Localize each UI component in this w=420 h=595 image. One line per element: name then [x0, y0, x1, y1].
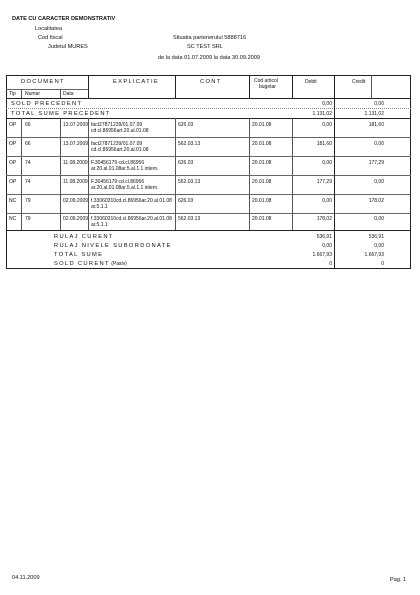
header-explicatie: EXPLICATIE: [113, 79, 160, 85]
row-cod: 20.01.08: [252, 179, 272, 185]
row-data: 11.08.2009: [63, 179, 88, 185]
row-rule-5: [6, 213, 411, 214]
sold-precedent-rule: [6, 108, 411, 109]
header-data: Data: [63, 91, 74, 97]
row-explicatie-line2: ar.5.1.1: [91, 204, 108, 210]
row-explicatie-line2: ar.20.al.01.08ar.5.al.1.1 intern.: [91, 166, 159, 172]
sold-precedent-label: SOLD PRECEDENT: [11, 101, 83, 107]
col-rule-numar-sub: [60, 89, 61, 98]
row-debit: 178,02: [316, 216, 332, 222]
sold-curent-debit: 0: [329, 261, 332, 267]
row-credit: 178,02: [368, 198, 384, 204]
row-data: 11.08.2009: [63, 160, 88, 166]
col-rule-cod: [249, 118, 250, 230]
rulaj-curent-label: RULAJ CURENT: [54, 234, 114, 240]
row-explicatie-line1: fact27871239/01.07.09: [91, 141, 143, 147]
total-sume-precedent-credit: 1.131,02: [364, 111, 384, 117]
total-precedent-rule: [6, 118, 411, 119]
row-numar: 66: [25, 122, 31, 128]
col-rule-credit-head: [371, 75, 372, 98]
row-numar: 74: [25, 160, 31, 166]
row-debit: 181,60: [316, 141, 332, 147]
row-cont: 626.03: [178, 198, 194, 204]
header-numar: Numar: [25, 91, 41, 97]
header-bottom-rule: [6, 98, 411, 99]
row-debit: 0,00: [322, 122, 332, 128]
report-title: Situatia partenerului 5888716: [173, 35, 247, 41]
row-credit: 0,00: [374, 179, 384, 185]
report-period: de la data 01.07.2009 la data 30.09.2009: [158, 55, 261, 61]
row-explicatie-line2: ar.20.al.01.08ar.5.al.1.1 intern.: [91, 185, 159, 191]
row-tip: NC: [9, 216, 17, 222]
sold-curent: [54, 261, 127, 267]
row-cod: 20.01.08: [252, 122, 272, 128]
total-sume-label: TOTAL SUME: [54, 252, 104, 258]
sold-curent-credit: 0: [381, 261, 384, 267]
rulaj-nivele-credit: 0,00: [374, 243, 384, 249]
row-rule-1: [6, 137, 411, 138]
row-cont: 562.03.13: [178, 179, 201, 185]
col-rule-cod-head: [249, 75, 250, 98]
row-tip: OP: [9, 122, 17, 128]
col-rule-explicatie: [88, 118, 89, 230]
col-rule-cont-head: [175, 75, 176, 98]
row-numar: 79: [25, 198, 31, 204]
sold-precedent-credit: 0,00: [374, 101, 384, 107]
page-number: Pag. 1: [390, 577, 407, 583]
row-tip: OP: [9, 160, 17, 166]
row-debit: 0,00: [322, 160, 332, 166]
row-credit: 181,60: [368, 122, 384, 128]
row-explicatie-line2: cd.cl.86956art.20.al.01.08: [91, 147, 149, 153]
header-tip: Tip: [9, 91, 16, 97]
company-name: SC TEST SRL: [187, 44, 223, 50]
total-sume-credit: 1.667,93: [364, 252, 384, 258]
col-rule-numar: [60, 118, 61, 230]
row-numar: 79: [25, 216, 31, 222]
sold-precedent-debit: 0,00: [322, 101, 332, 107]
sold-curent-suffix: (Pasiv): [111, 261, 127, 267]
rulaj-curent-debit: 536,91: [316, 234, 332, 240]
col-rule-cont: [175, 118, 176, 230]
header-cod-articol: Cod articol: [254, 78, 278, 84]
row-explicatie-line1: f.33060310cd.cl.86956ar.20.al.01.08: [91, 216, 172, 222]
row-explicatie-line2: cd.cl.86956art.20.al.01.08: [91, 128, 149, 134]
row-explicatie-line1: f.33060310cd.cl.86956ar.20.al.01.08: [91, 198, 172, 204]
row-credit: 0,00: [374, 141, 384, 147]
total-sume-debit: 1.667,93: [312, 252, 332, 258]
row-data: 02.09.2009: [63, 198, 89, 204]
document-subheader-rule: [6, 89, 88, 90]
sold-curent-label: SOLD CURENT: [54, 261, 110, 267]
summary-top-rule: [6, 230, 411, 231]
header-cont: CONT: [200, 79, 222, 85]
row-cod: 20.01.08: [252, 198, 272, 204]
row-tip: OP: [9, 179, 17, 185]
header-document: DOCUMENT: [21, 79, 65, 85]
rulaj-curent-credit: 536,91: [368, 234, 384, 240]
row-rule-2: [6, 156, 411, 157]
row-explicatie-line1: fact27871239/01.07.09: [91, 122, 143, 128]
row-cod: 20.01.08: [252, 160, 272, 166]
row-cont: 626.03: [178, 160, 194, 166]
row-cont: 562.03.13: [178, 216, 201, 222]
total-sume-precedent-debit: 1.131,02: [312, 111, 332, 117]
row-data: 13.07.2009: [63, 122, 89, 128]
header-debit: Debit: [305, 79, 317, 85]
col-rule-debit: [292, 118, 293, 230]
header-bugetar: bugetar: [259, 84, 276, 90]
col-rule-tip: [21, 118, 22, 230]
row-explicatie-line2: ar.5.1.1: [91, 222, 108, 228]
row-explicatie-line1: F.30456179 cd.cl.86956: [91, 160, 145, 166]
row-cod: 20.01.08: [252, 216, 272, 222]
row-debit: 177,29: [316, 179, 332, 185]
row-cont: 626.03: [178, 122, 194, 128]
row-data: 02.09.2009: [63, 216, 89, 222]
judet-label: Judetul MURES: [48, 44, 88, 50]
rulaj-nivele-debit: 0,00: [322, 243, 332, 249]
header-credit: Credit: [352, 79, 366, 85]
row-tip: OP: [9, 141, 17, 147]
print-date: 04.11.2009: [12, 575, 40, 581]
row-debit: 0,00: [322, 198, 332, 204]
row-cont: 562.03.13: [178, 141, 201, 147]
cod-fiscal-label: Cod fiscal: [38, 35, 63, 41]
row-rule-4: [6, 194, 411, 195]
localitatea-label: Localitatea: [35, 26, 63, 32]
col-rule-debit-head: [292, 75, 293, 98]
row-data: 13.07.2009: [63, 141, 89, 147]
col-rule-tip-sub: [21, 89, 22, 98]
row-credit: 0,00: [374, 216, 384, 222]
row-tip: NC: [9, 198, 17, 204]
total-sume-precedent-label: TOTAL SUME PRECEDENT: [11, 111, 111, 117]
row-numar: 74: [25, 179, 31, 185]
rulaj-nivele-label: RULAJ NIVELE SUBORDONATE: [54, 243, 172, 249]
row-numar: 66: [25, 141, 31, 147]
row-rule-3: [6, 175, 411, 176]
demo-watermark-text: DATE CU CARACTER DEMONSTRATIV: [12, 16, 116, 22]
row-credit: 177,29: [368, 160, 384, 166]
col-rule-explicatie-head: [88, 75, 89, 98]
row-explicatie-line1: F.30456179 cd.cl.86956: [91, 179, 145, 185]
row-cod: 20.01.08: [252, 141, 272, 147]
